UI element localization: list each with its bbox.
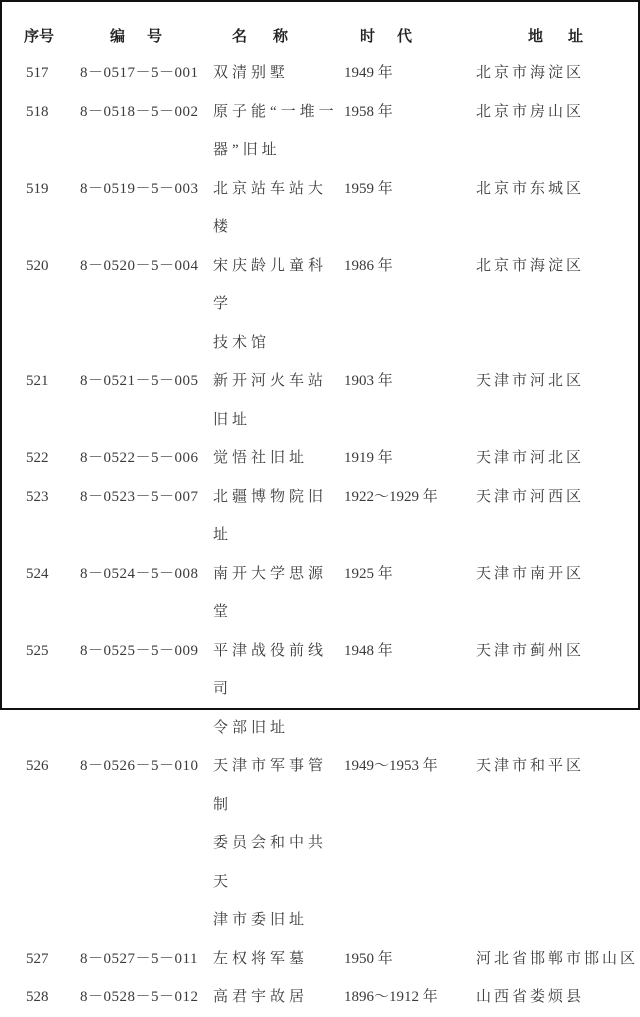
name-line: 觉悟社旧址 — [213, 450, 309, 466]
header-name-label-1: 名 — [232, 26, 252, 45]
name-line: 左权将军墓 — [213, 950, 309, 967]
code-text: 8－0525－5－009 — [80, 642, 199, 659]
cell-era: 1950 年 — [344, 950, 393, 967]
cell-name — [202, 747, 344, 940]
cell-addr: 天津市河北区 — [476, 450, 585, 466]
cell-addr: 天津市河北区 — [476, 373, 585, 389]
header-addr-label-1: 地 — [528, 26, 547, 45]
name-line: 令部旧址 — [213, 719, 290, 736]
header-code-label-2: 号 — [147, 26, 163, 45]
cell-name — [202, 478, 344, 555]
cell-addr: 北京市海淀区 — [476, 257, 585, 274]
cell-seq: 518 — [26, 103, 49, 120]
header-seq — [2, 16, 72, 54]
cell-name — [202, 170, 344, 247]
cell-name — [202, 362, 344, 439]
cell-seq: 523 — [26, 488, 49, 505]
cell-addr: 河北省邯郸市邯山区 — [476, 950, 639, 967]
cell-era: 1948 年 — [344, 642, 393, 659]
code-text: 8－0521－5－005 — [80, 373, 199, 389]
cell-code — [72, 632, 202, 748]
table-row — [2, 170, 638, 247]
cell-seq: 521 — [26, 373, 49, 389]
table-row — [2, 940, 638, 979]
name-line: 津市委旧址 — [213, 912, 309, 928]
code-text: 8－0527－5－011 — [80, 950, 198, 967]
cell-seq: 528 — [26, 989, 49, 1005]
cell-era: 1925 年 — [344, 565, 393, 582]
cell-seq: 527 — [26, 950, 49, 967]
cell-addr: 天津市河西区 — [476, 488, 585, 505]
cell-addr: 天津市蓟州区 — [476, 642, 585, 659]
cell-era: 1922～1929 年 — [344, 488, 438, 505]
cell-name — [202, 247, 344, 363]
code-text: 8－0526－5－010 — [80, 758, 199, 774]
name-line: 宋庆龄儿童科学 — [213, 257, 328, 312]
name-line: 天津市军事管制 — [213, 758, 328, 813]
cell-name — [202, 93, 344, 170]
table-row — [2, 247, 638, 363]
cell-code — [72, 93, 202, 170]
cell-seq: 519 — [26, 180, 49, 197]
table-row — [2, 747, 638, 940]
cell-era: 1949～1953 年 — [344, 758, 438, 774]
table-row — [2, 93, 638, 170]
table-row — [2, 439, 638, 478]
cell-code — [72, 747, 202, 940]
cell-addr: 北京市房山区 — [476, 103, 585, 120]
table-row — [2, 978, 638, 1017]
table-row — [2, 478, 638, 555]
table-row — [2, 54, 638, 93]
cell-addr: 天津市和平区 — [476, 758, 585, 774]
cell-seq: 525 — [26, 642, 49, 659]
cell-seq: 522 — [26, 450, 49, 466]
cell-era: 1986 年 — [344, 257, 393, 274]
cell-code — [72, 247, 202, 363]
cell-code — [72, 439, 202, 478]
code-text: 8－0520－5－004 — [80, 257, 199, 274]
cell-code — [72, 940, 202, 979]
cell-name — [202, 978, 344, 1017]
header-addr — [476, 16, 638, 54]
cell-seq: 517 — [26, 65, 49, 81]
name-line: 南开大学思源堂 — [213, 565, 328, 620]
cell-era: 1958 年 — [344, 103, 393, 120]
cell-addr: 北京市海淀区 — [476, 65, 585, 81]
header-addr-label-2: 址 — [568, 26, 587, 45]
cell-code — [72, 978, 202, 1017]
name-line: 高君宇故居 — [213, 989, 309, 1005]
cell-seq: 520 — [26, 257, 49, 274]
code-text: 8－0517－5－001 — [80, 65, 199, 81]
name-line: 双清别墅 — [213, 65, 290, 81]
cell-era: 1959 年 — [344, 180, 393, 197]
table-row — [2, 555, 638, 632]
header-era — [344, 16, 476, 54]
cell-era: 1919 年 — [344, 450, 393, 466]
cell-addr: 天津市南开区 — [476, 565, 585, 582]
cell-code — [72, 170, 202, 247]
cell-name — [202, 54, 344, 93]
table-row — [2, 362, 638, 439]
cell-name — [202, 439, 344, 478]
name-line: 原子能“一堆一 — [213, 103, 338, 120]
code-text: 8－0519－5－003 — [80, 180, 199, 197]
code-text: 8－0523－5－007 — [80, 488, 199, 505]
cell-era: 1896～1912 年 — [344, 989, 438, 1005]
cell-code — [72, 555, 202, 632]
cell-addr: 山西省娄烦县 — [476, 989, 585, 1005]
cell-addr: 北京市东城区 — [476, 180, 585, 197]
name-line: 新开河火车站旧址 — [213, 373, 328, 428]
code-text: 8－0522－5－006 — [80, 450, 199, 466]
name-line: 委员会和中共天 — [213, 835, 328, 890]
header-name-label-2: 称 — [273, 26, 293, 45]
cell-name — [202, 632, 344, 748]
header-era-label-2: 代 — [397, 26, 413, 45]
table-row — [2, 632, 638, 748]
name-line: 平津战役前线司 — [213, 642, 328, 697]
name-line: 器”旧址 — [213, 142, 281, 158]
cell-code — [72, 54, 202, 93]
cell-name — [202, 940, 344, 979]
table-header-row — [2, 16, 638, 54]
heritage-sites-table — [2, 16, 638, 1017]
cell-code — [72, 478, 202, 555]
code-text: 8－0528－5－012 — [80, 989, 199, 1005]
header-era-label-1: 时 — [360, 26, 376, 45]
name-line: 北疆博物院旧址 — [213, 488, 328, 543]
name-line: 北京站车站大楼 — [213, 180, 328, 235]
cell-seq: 524 — [26, 565, 49, 582]
cell-name — [202, 555, 344, 632]
cell-era: 1949 年 — [344, 65, 393, 81]
code-text: 8－0524－5－008 — [80, 565, 199, 582]
cell-seq: 526 — [26, 758, 49, 774]
cell-era: 1903 年 — [344, 373, 393, 389]
header-code — [72, 16, 202, 54]
header-code-label-1: 编 — [110, 26, 126, 45]
name-line: 技术馆 — [213, 334, 271, 351]
header-seq-label: 序号 — [24, 26, 55, 45]
header-name — [202, 16, 344, 54]
table-body — [2, 54, 638, 1017]
cell-code — [72, 362, 202, 439]
code-text: 8－0518－5－002 — [80, 103, 199, 120]
